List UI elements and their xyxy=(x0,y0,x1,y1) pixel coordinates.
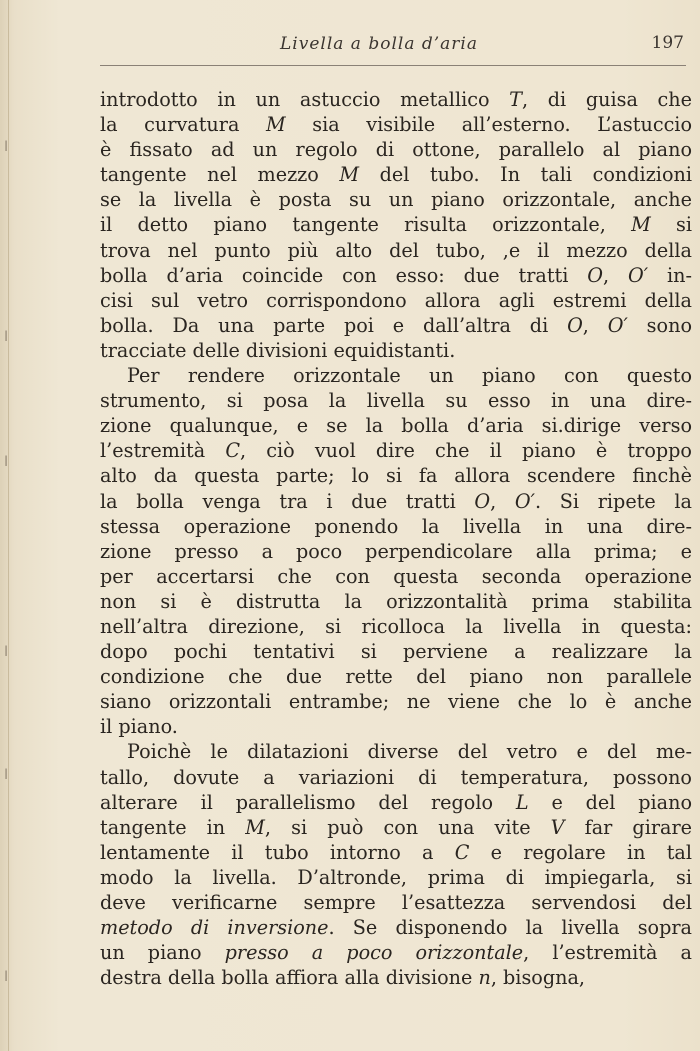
text-line: tangente in M, si può con una vite V far girare xyxy=(100,815,692,839)
text-line: condizione che due rette del piano non parallele xyxy=(100,665,692,689)
italic-text: O′ xyxy=(514,489,536,513)
text-line: zione presso a poco perpendicolare alla prima; e xyxy=(100,539,692,563)
italic-text: M xyxy=(266,113,286,137)
body-text xyxy=(100,87,692,990)
text-line: introdotto in un astuccio metallico T, di guisa che xyxy=(100,88,692,111)
italic-text: T xyxy=(509,88,522,111)
text-line: zione qualunque, e se la bolla d’aria si.dirige verso xyxy=(100,414,692,438)
text-line: destra della bolla affiora alla divisione n, bisogna, xyxy=(100,966,586,990)
text-line: se la livella è posta su un piano orizzontale, anche xyxy=(100,188,692,212)
text-line: Per rendere orizzontale un piano con questo xyxy=(127,364,692,388)
italic-text: M xyxy=(245,815,265,839)
italic-text: O′ xyxy=(628,263,649,287)
italic-text: O xyxy=(567,313,583,337)
italic-text: metodo di inversione xyxy=(100,916,329,940)
italic-text: M xyxy=(339,163,360,187)
text-line: tallo, dovute a variazioni di temperatura, possono xyxy=(100,765,692,789)
page-edge-shadow xyxy=(8,0,9,1051)
text-line: bolla. Da una parte poi e dall’altra di O, O′ sono xyxy=(100,313,692,337)
text-line: l’estremità C, ciò vuol dire che il piano è troppo xyxy=(100,439,692,463)
margin-pencil-mark: ǀ xyxy=(4,767,9,783)
text-line: la curvatura M sia visibile all’esterno. L’astuccio xyxy=(100,113,693,137)
text-line: la bolla venga tra i due tratti O, O′. Si ripete la xyxy=(100,489,692,513)
margin-pencil-mark: ǀ xyxy=(4,454,9,470)
text-line: metodo di inversione. Se disponendo la livella sopra xyxy=(100,916,692,940)
italic-text: O xyxy=(474,489,491,513)
italic-text: M xyxy=(631,213,651,237)
text-line: deve verificarne sempre l’esattezza servendosi del xyxy=(100,891,692,914)
text-line: il piano. xyxy=(100,715,178,739)
text-line: un piano presso a poco orizzontale, l’estremità a xyxy=(100,941,692,965)
paragraph-3 xyxy=(100,739,692,990)
text-line: alterare il parallelismo del regolo L e del piano xyxy=(100,790,692,814)
text-line: trova nel punto più alto del tubo, ,e il mezzo della xyxy=(100,238,692,262)
text-line: Poichè le dilatazioni diverse del vetro e del me- xyxy=(127,740,692,764)
text-line: per accertarsi che con questa seconda operazione xyxy=(100,564,692,588)
text-line: strumento, si posa la livella su esso in una dire- xyxy=(100,389,692,413)
text-line: siano orizzontali entrambe; ne viene che lo è anche xyxy=(100,690,692,714)
text-line: alto da questa parte; lo si fa allora scendere finchè xyxy=(100,464,692,488)
margin-pencil-mark: ǀ xyxy=(4,969,9,985)
margin-pencil-mark: ǀ xyxy=(4,644,9,660)
text-line: il detto piano tangente risulta orizzontale, M si xyxy=(100,213,692,237)
italic-text: presso a poco orizzontale xyxy=(224,941,524,965)
text-line: lentamente il tubo intorno a C e regolare in tal xyxy=(100,840,693,864)
paragraph-2 xyxy=(100,363,692,739)
italic-text: C xyxy=(454,840,470,864)
header-rule xyxy=(100,65,686,66)
page-number: 197 xyxy=(651,33,684,53)
italic-text: C xyxy=(225,439,240,463)
text-line: dopo pochi tentativi si perviene a realizzare la xyxy=(100,640,692,664)
italic-text: V xyxy=(550,815,565,839)
margin-pencil-mark: ǀ xyxy=(4,139,9,155)
italic-text: O′ xyxy=(607,313,628,337)
margin-pencil-mark: ǀ xyxy=(4,329,9,345)
running-header xyxy=(100,32,692,62)
text-line: stessa operazione ponendo la livella in una dire- xyxy=(100,514,692,538)
text-line: cisi sul vetro corrispondono allora agli estremi della xyxy=(100,288,692,312)
italic-text: n xyxy=(478,966,491,990)
text-line: modo la livella. D’altronde, prima di impiegarla, si xyxy=(100,865,692,889)
text-line: nell’altra direzione, si ricolloca la livella in questa: xyxy=(100,614,692,638)
text-line: non si è distrutta la orizzontalità prima stabilita xyxy=(100,589,692,613)
text-line: tangente nel mezzo M del tubo. In tali condizioni xyxy=(100,163,692,187)
running-title: Livella a bolla d’aria xyxy=(280,34,478,54)
text-line: è fissato ad un regolo di ottone, parallelo al piano xyxy=(100,138,692,162)
italic-text: L xyxy=(515,790,529,814)
paragraph-1 xyxy=(100,87,692,363)
text-line: tracciate delle divisioni equidistanti. xyxy=(100,338,456,362)
text-line: bolla d’aria coincide con esso: due tratti O, O′ in- xyxy=(100,263,692,287)
italic-text: O xyxy=(587,263,604,287)
